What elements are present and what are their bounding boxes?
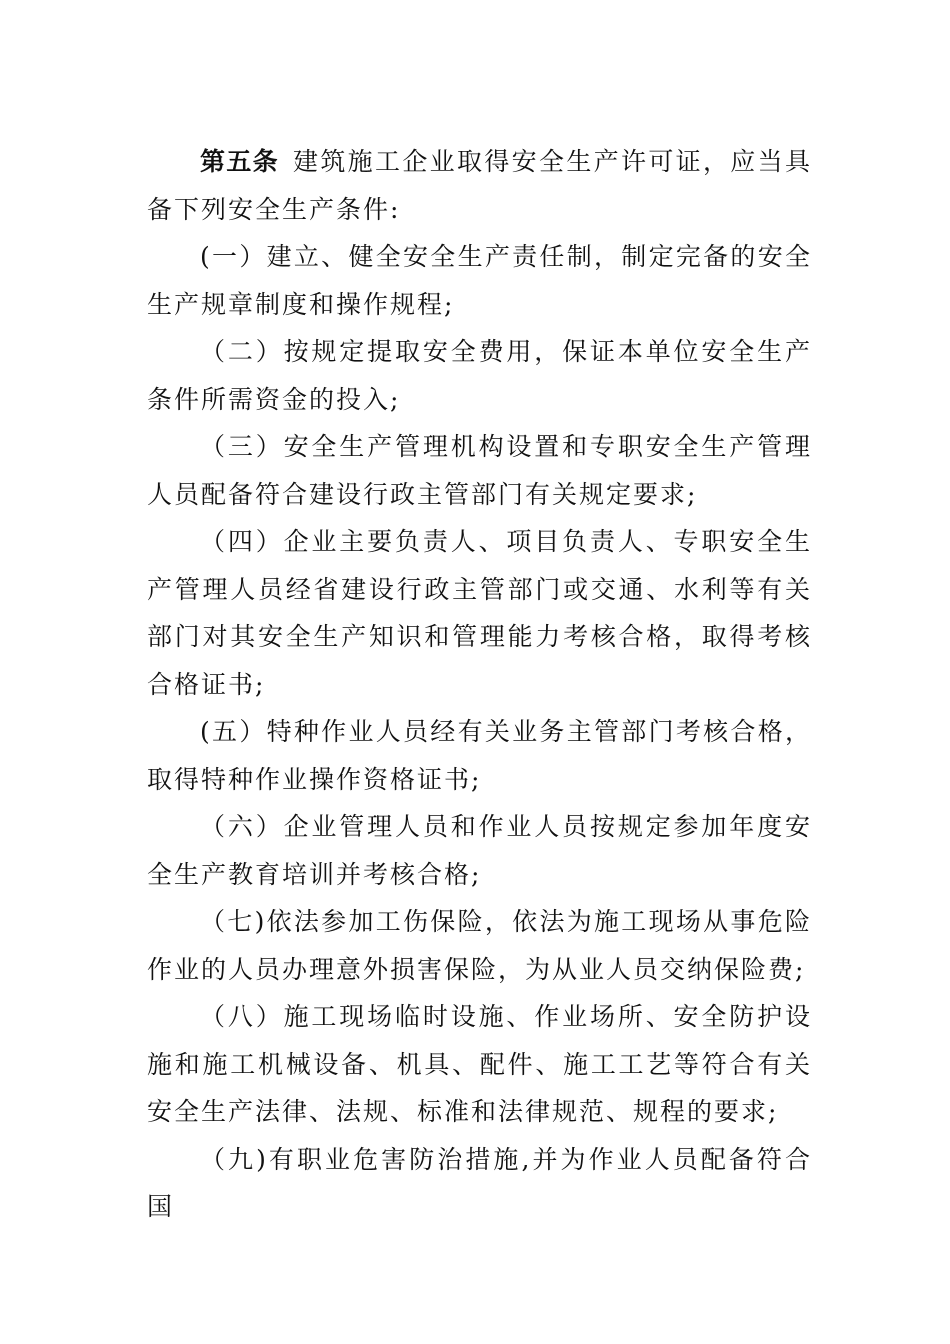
list-item xyxy=(147,328,812,423)
article-intro: 建筑施工企业取得安全生产许可证，应当具备下列安全生产条件: xyxy=(147,147,812,224)
item-text: 按规定提取安全费用，保证本单位安全生产条件所需资金的投入; xyxy=(147,337,812,414)
item-label: (五） xyxy=(200,717,267,746)
list-item xyxy=(147,993,812,1136)
item-label: （九) xyxy=(200,1144,268,1174)
list-item xyxy=(147,1136,812,1231)
item-label: （四） xyxy=(200,527,284,556)
article-heading-paragraph xyxy=(147,138,812,233)
item-text: 有职业危害防治措施,并为作业人员配备符合国 xyxy=(147,1144,812,1221)
list-item xyxy=(147,518,812,708)
item-label: (一） xyxy=(200,242,267,271)
item-label: （二） xyxy=(200,337,284,366)
item-label: （八） xyxy=(200,1002,284,1031)
item-text: 建立、健全安全生产责任制，制定完备的安全生产规章制度和操作规程; xyxy=(147,242,812,319)
item-text: 企业主要负责人、项目负责人、专职安全生产管理人员经省建设行政主管部门或交通、水利等有关部门对其安全生产知识和管理能力考核合格，取得考核合格证书; xyxy=(147,527,812,699)
item-label: （三） xyxy=(200,432,284,461)
item-label: （六） xyxy=(200,812,284,841)
item-text: 依法参加工伤保险，依法为施工现场从事危险作业的人员办理意外损害保险，为从业人员交纳保险费; xyxy=(147,907,812,984)
item-text: 安全生产管理机构设置和专职安全生产管理人员配备符合建设行政主管部门有关规定要求; xyxy=(147,432,812,509)
list-item xyxy=(147,233,812,328)
article-body xyxy=(147,138,812,1231)
list-item xyxy=(147,898,812,993)
item-text: 特种作业人员经有关业务主管部门考核合格，取得特种作业操作资格证书; xyxy=(147,717,812,794)
item-text: 施工现场临时设施、作业场所、安全防护设施和施工机械设备、机具、配件、施工工艺等符合有关安全生产法律、法规、标准和法律规范、规程的要求; xyxy=(147,1002,812,1126)
list-item xyxy=(147,803,812,898)
item-text: 企业管理人员和作业人员按规定参加年度安全生产教育培训并考核合格; xyxy=(147,812,812,889)
article-number: 第五条 xyxy=(200,147,279,176)
list-item xyxy=(147,708,812,803)
list-item xyxy=(147,423,812,518)
item-label: （七) xyxy=(200,907,267,936)
